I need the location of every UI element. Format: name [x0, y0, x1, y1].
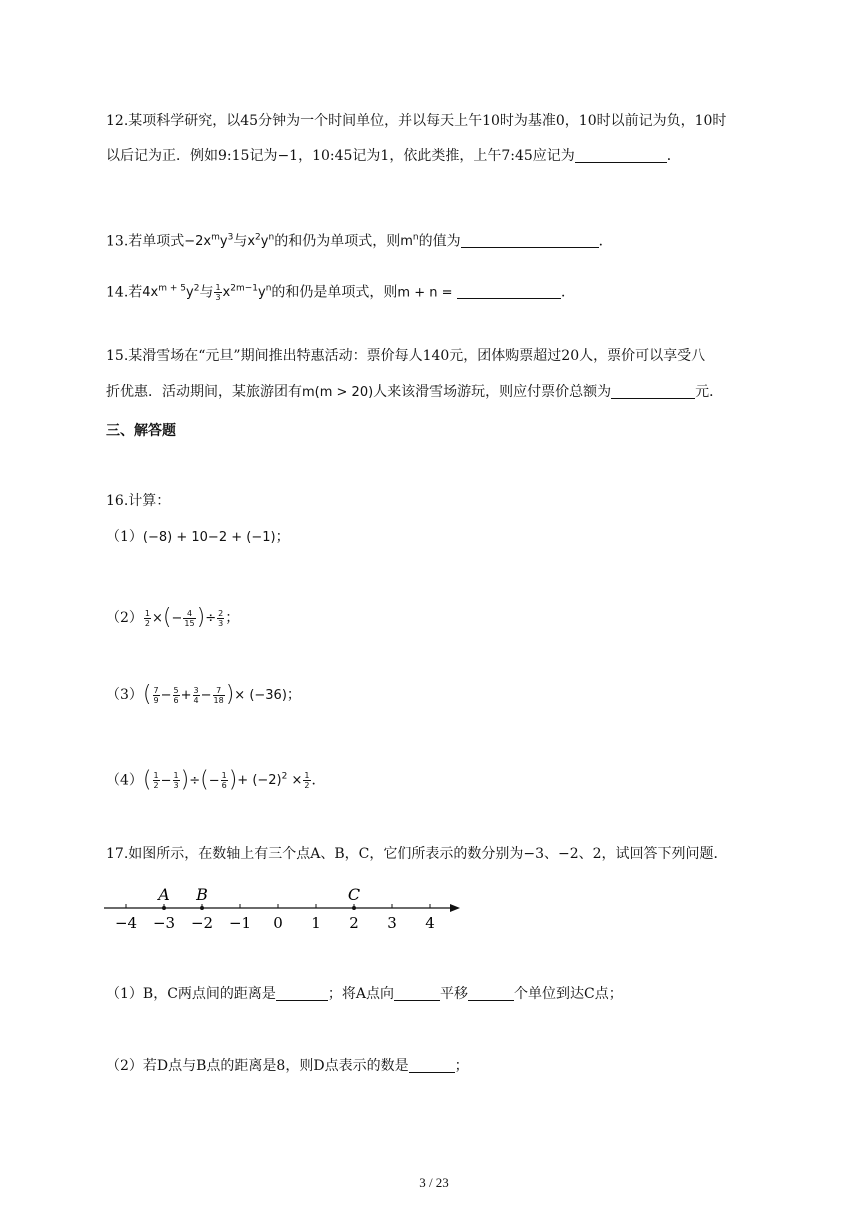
q16-p3-frac-c: $\frac{3}{4}$	[193, 685, 199, 705]
q17-p2-label: （2）	[106, 1058, 143, 1074]
q16-p4-minus-1: −	[160, 773, 172, 789]
q12-answer-blank[interactable]	[575, 148, 667, 163]
q16-p2-frac-c: $\frac{2}{3}$	[218, 608, 224, 628]
q17-p1-text-a: B，C两点间的距离是	[142, 986, 276, 1002]
q14-fraction: $\frac{1}{3}$	[215, 282, 221, 302]
q17-part1	[106, 985, 623, 1003]
q15-condition: m(m > 20)	[302, 385, 374, 400]
q16-p3-plus: +	[180, 688, 192, 703]
tick-label: −2	[190, 914, 214, 932]
q16-part2	[106, 603, 239, 634]
q16-p2-frac-b: $\frac{4}{15}$	[184, 608, 195, 628]
q16-p4-frac-a: $\frac{1}{2}$	[153, 770, 159, 790]
q16-p4-minus-2: −	[208, 773, 220, 789]
q14-dot: ．	[560, 284, 575, 301]
q16-p3-rparen: )	[225, 682, 235, 707]
q16-p3-label: （3）	[106, 687, 143, 703]
number-line-figure	[100, 880, 470, 940]
q16-p2-label: （2）	[106, 610, 143, 626]
point-c-label: C	[347, 885, 361, 904]
q15-mid: 人来该滑雪场游玩，则应付票价总额为	[373, 384, 612, 400]
q16-part1	[106, 528, 290, 547]
q16-p4-frac-c: $\frac{1}{6}$	[221, 770, 227, 790]
q16-p4-lparen-2: (	[200, 767, 209, 793]
q12-line2	[106, 147, 681, 165]
tick-label: 2	[349, 914, 359, 932]
point-b-marker	[200, 906, 204, 910]
q14-answer-blank[interactable]	[457, 284, 561, 299]
q15-line2	[106, 383, 723, 402]
q14-pre: 14.若	[106, 284, 143, 301]
q13-line	[106, 229, 613, 251]
q16-p4-rparen-2: )	[228, 767, 238, 793]
tick-label: 3	[387, 914, 397, 932]
q14-monomial-b: $x^{2m-1}y^n$	[222, 284, 272, 301]
number-line-arrow	[450, 904, 460, 912]
q16-p2-div: ÷	[205, 611, 217, 626]
q16-p4-label: （4）	[106, 772, 143, 789]
q16-p4-rparen-1: )	[180, 767, 190, 793]
q13-dot: ．	[598, 233, 613, 250]
point-a-marker	[162, 906, 166, 910]
q16-p2-end: ；	[225, 610, 240, 626]
q16-p4-end: ．	[311, 772, 326, 789]
section-title: 三、解答题	[106, 423, 176, 439]
tick-label: 0	[273, 914, 283, 932]
q17-part2	[106, 1057, 469, 1075]
q15-end: 元．	[695, 384, 724, 400]
q13-end: 的值为	[418, 233, 461, 250]
q13-pre: 13.若单项式	[106, 233, 185, 250]
q16-p2-rparen: )	[196, 605, 206, 630]
q16-p3-frac-d: $\frac{7}{18}$	[213, 685, 224, 705]
point-b-label: B	[196, 885, 208, 904]
tick-label: −1	[228, 914, 252, 932]
q17-p1-text-b: ；将A点向	[327, 986, 395, 1002]
q17-p1-blank-1[interactable]	[276, 986, 328, 1001]
q16-p3-minus-1: −	[160, 688, 172, 703]
q16-p1-expr: (−8) + 10−2 + (−1)	[142, 530, 276, 545]
q14-post: 的和仍是单项式，则	[271, 284, 398, 301]
q16-p3-minus-2: −	[200, 688, 212, 703]
q13-power: $m^n$	[400, 233, 419, 250]
q13-mid: 与	[233, 233, 248, 250]
q16-p4-lparen-1: (	[142, 767, 152, 793]
q16-p4-tail: + $(-2)^2$ ×	[237, 772, 303, 789]
q15-line1: 15.某滑雪场在“元旦”期间推出特惠活动：票价每人140元，团体购票超过20人，票价可以享受八	[106, 348, 706, 364]
q16-p4-frac-b: $\frac{1}{3}$	[173, 770, 179, 790]
q16-p3-frac-b: $\frac{5}{6}$	[173, 685, 179, 705]
q13-answer-blank[interactable]	[461, 233, 599, 248]
q15-answer-blank[interactable]	[611, 384, 695, 399]
point-a-label: A	[158, 885, 170, 904]
q16-p2-frac-a: $\frac{1}{2}$	[144, 608, 151, 628]
q17-p1-text-d: 个单位到达C点；	[514, 986, 623, 1002]
q13-monomial-b: $x^2y^n$	[247, 233, 275, 250]
tick-label: 1	[311, 914, 321, 932]
q14-monomial-a: $4x^{m + 5}y^2$	[142, 284, 200, 301]
q16-p2-lparen: (	[162, 605, 172, 630]
q16-p2-minus: −	[171, 611, 183, 626]
q12-line1: 12.某项科学研究，以45分钟为一个时间单位，并以每天上午10时为基准0，10时以前记为负，10时	[106, 113, 727, 129]
q14-expr: m + n =	[397, 285, 453, 301]
q13-monomial-a: $-2x^my^3$	[184, 233, 234, 250]
q16-part4	[106, 762, 326, 796]
tick-label: −3	[152, 914, 176, 932]
q17-p1-blank-3[interactable]	[468, 986, 514, 1001]
q17-p2-blank[interactable]	[409, 1058, 455, 1073]
q12-line2-text: 以后记为正．例如9:15记为−1，10:45记为1，依此类推，上午7:45应记为	[106, 148, 575, 164]
tick-label: 4	[425, 914, 435, 932]
q16-title: 16.计算：	[106, 493, 171, 509]
q14-mid: 与	[199, 284, 214, 301]
q16-p3-tail: × (−36)	[234, 688, 287, 703]
q17-p2-text-a: 若D点与B点的距离是8，则D点表示的数是	[142, 1058, 409, 1074]
q16-p4-div: ÷	[189, 773, 201, 789]
q16-p1-label: （1）	[106, 529, 143, 545]
q17-p1-text-c: 平移	[440, 986, 469, 1002]
q17-line1: 17.如图所示，在数轴上有三个点A、B，C，它们所表示的数分别为−3、−2、2，试回答下列问题．	[106, 846, 728, 862]
q17-p1-blank-2[interactable]	[394, 986, 440, 1001]
q13-post: 的和仍为单项式，则	[274, 233, 401, 250]
q12-end: ．	[666, 148, 681, 164]
q14-line	[106, 280, 575, 302]
tick-label: −4	[114, 914, 138, 932]
q16-p4-frac-d: $\frac{1}{2}$	[304, 770, 310, 790]
q16-p2-times: ×	[152, 611, 163, 626]
q16-p3-frac-a: $\frac{7}{9}$	[153, 685, 159, 705]
q16-p3-lparen: (	[142, 682, 152, 707]
q17-p1-label: （1）	[106, 986, 143, 1002]
q16-part3	[106, 680, 301, 711]
q16-p3-end: ；	[286, 687, 301, 703]
point-c-marker	[352, 906, 356, 910]
q17-p2-end: ；	[454, 1058, 469, 1074]
q16-p1-end: ；	[275, 529, 290, 545]
q15-pre: 折优惠．活动期间，某旅游团有	[106, 384, 302, 400]
page-number: 3 / 23	[419, 1175, 449, 1190]
